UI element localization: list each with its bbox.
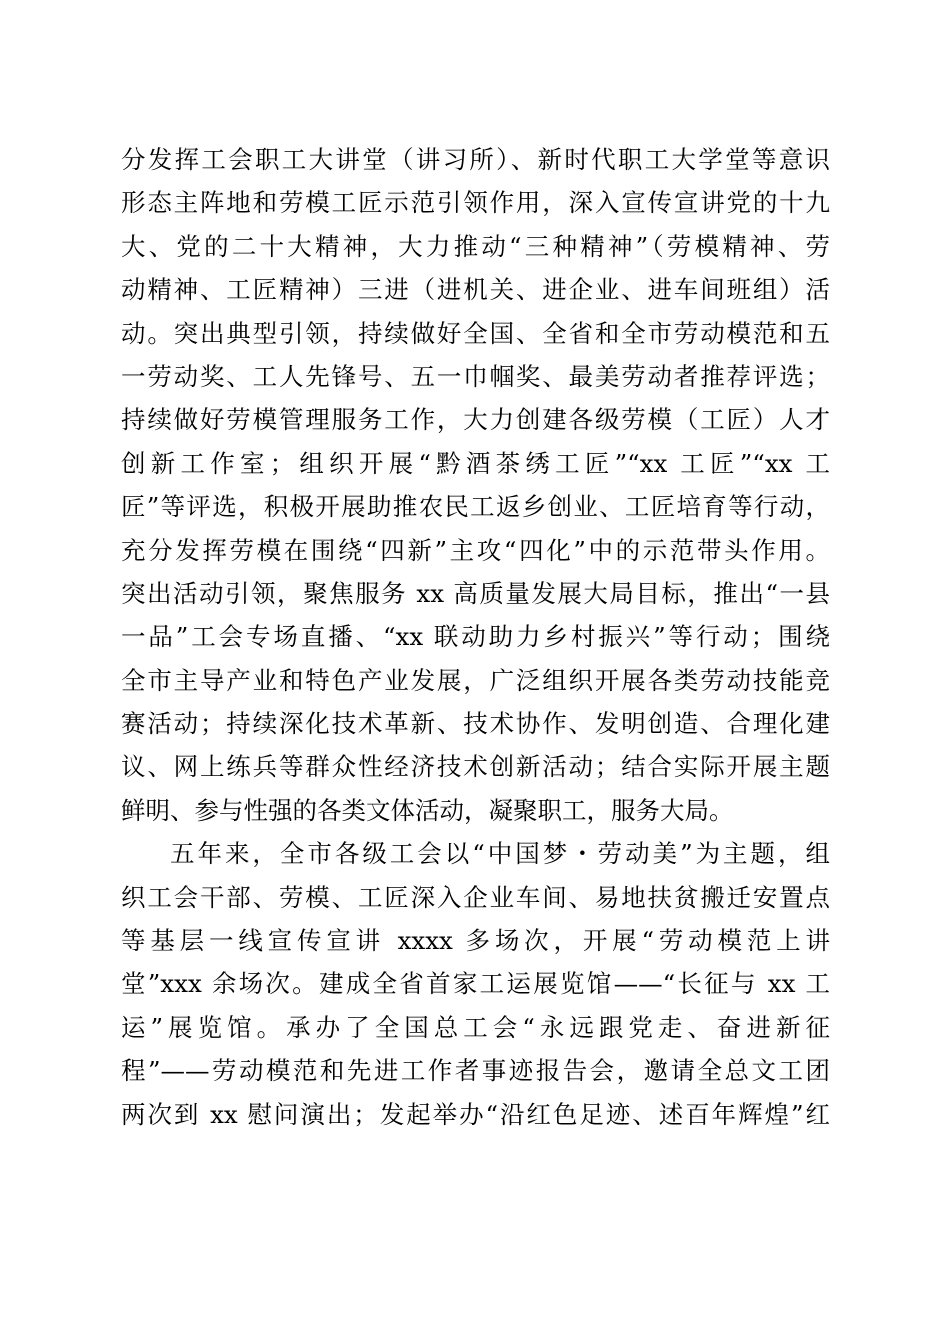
text-line: 织工会干部、劳模、工匠深入企业车间、易地扶贫搬迁安置点 <box>121 882 830 912</box>
text-line: 运”展览馆。承办了全国总工会“永远跟党走、奋进新征 <box>121 1012 830 1042</box>
text-line: 充分发挥劳模在围绕“四新”主攻“四化”中的示范带头作用。 <box>121 535 830 565</box>
text-line: 赛活动；持续深化技术革新、技术协作、发明创造、合理化建 <box>121 709 830 739</box>
text-line: 程”——劳动模范和先进工作者事迹报告会，邀请全总文工团 <box>121 1056 830 1086</box>
paragraph-1 <box>121 138 830 832</box>
text-line: 突出活动引领，聚焦服务 xx 高质量发展大局目标，推出“一县 <box>121 578 830 608</box>
text-line: 一劳动奖、工人先锋号、五一巾帼奖、最美劳动者推荐评选； <box>121 361 830 391</box>
document-body <box>121 138 830 1136</box>
text-line: 全市主导产业和特色产业发展，广泛组织开展各类劳动技能竞 <box>121 665 830 695</box>
text-line: 鲜明、参与性强的各类文体活动，凝聚职工，服务大局。 <box>121 795 734 825</box>
text-line: 等基层一线宣传宣讲 xxxx 多场次，开展“劳动模范上讲 <box>121 926 830 956</box>
text-line: 两次到 xx 慰问演出；发起举办“沿红色足迹、述百年辉煌”红 <box>121 1099 830 1129</box>
text-line: 创新工作室；组织开展“黔酒茶绣工匠”“xx 工匠”“xx 工 <box>121 448 830 478</box>
text-line: 持续做好劳模管理服务工作，大力创建各级劳模（工匠）人才 <box>121 405 830 435</box>
text-line: 分发挥工会职工大讲堂（讲习所）、新时代职工大学堂等意识 <box>121 145 830 174</box>
text-line: 大、党的二十大精神，大力推动“三种精神”（劳模精神、劳 <box>121 231 830 261</box>
paragraph-2 <box>121 832 830 1136</box>
text-line: 议、网上练兵等群众性经济技术创新活动；结合实际开展主题 <box>121 752 830 782</box>
text-line: 一品”工会专场直播、“xx 联动助力乡村振兴”等行动；围绕 <box>121 622 830 652</box>
text-line: 动精神、工匠精神）三进（进机关、进企业、进车间班组）活 <box>121 275 830 305</box>
text-line: 堂”xxx 余场次。建成全省首家工运展览馆——“长征与 xx 工 <box>121 969 830 999</box>
text-line: 动。突出典型引领，持续做好全国、全省和全市劳动模范和五 <box>121 318 830 348</box>
text-line: 五年来，全市各级工会以“中国梦・劳动美”为主题，组 <box>170 839 830 869</box>
text-line: 匠”等评选，积极开展助推农民工返乡创业、工匠培育等行动， <box>121 492 830 522</box>
text-line: 形态主阵地和劳模工匠示范引领作用，深入宣传宣讲党的十九 <box>121 188 830 218</box>
